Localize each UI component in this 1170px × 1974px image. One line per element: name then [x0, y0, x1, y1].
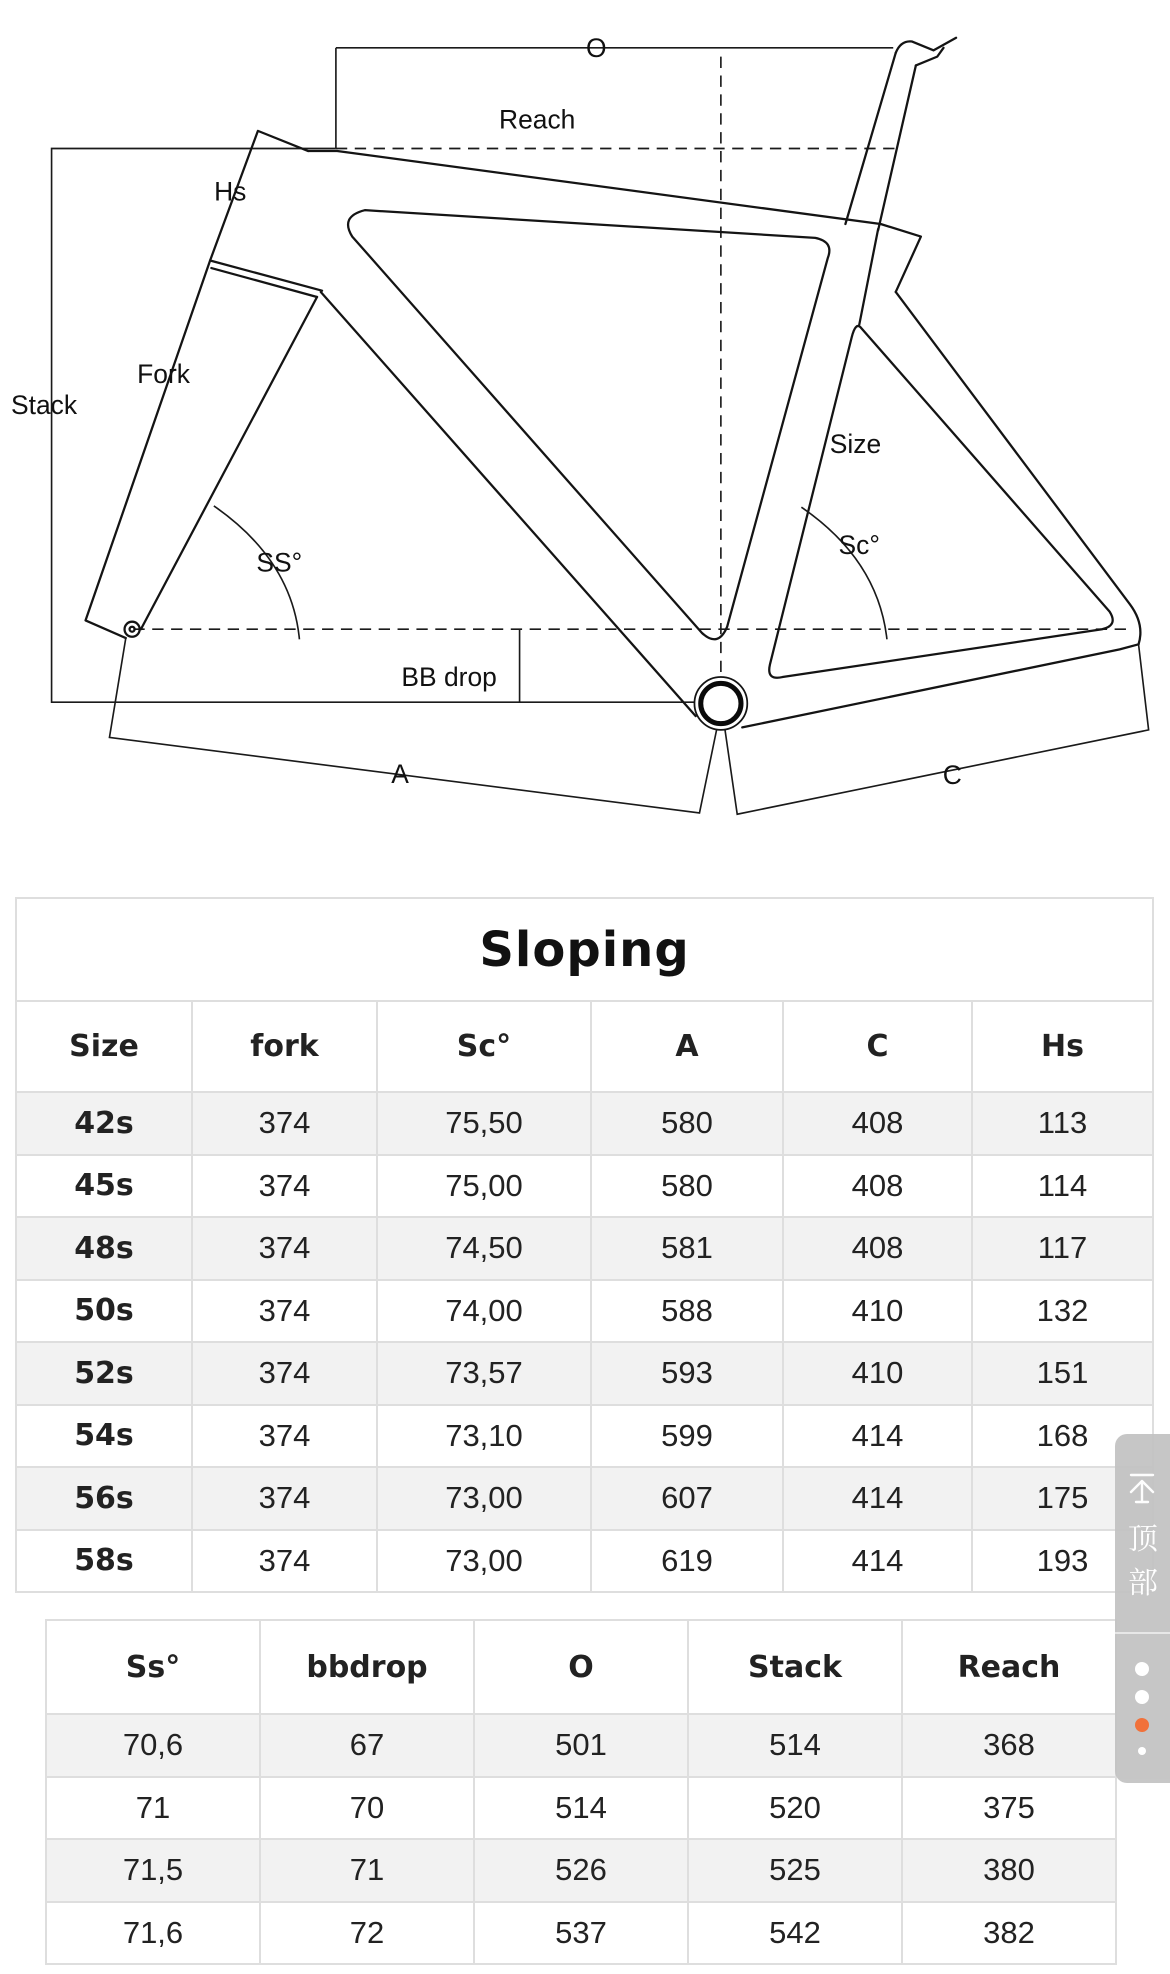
table-cell: 168	[972, 1405, 1153, 1468]
table-cell: 408	[783, 1217, 972, 1280]
sc-angle-label: Sc°	[838, 529, 880, 560]
fork-label: Fork	[137, 358, 190, 389]
column-header-sc-angle: Sc°	[377, 1001, 591, 1092]
toolbar-divider	[1115, 1632, 1170, 1634]
table-cell: 114	[972, 1155, 1153, 1218]
size-label: Size	[829, 429, 882, 460]
column-header-stack: Stack	[688, 1620, 902, 1714]
table-cell: 382	[902, 1902, 1116, 1965]
table-cell: 71	[46, 1777, 260, 1840]
table-cell: 607	[591, 1467, 783, 1530]
table-cell: 501	[474, 1714, 688, 1777]
column-header-hs: Hs	[972, 1001, 1153, 1092]
chain-stay	[742, 644, 1138, 727]
table-cell: 580	[591, 1092, 783, 1155]
table-cell: 374	[192, 1342, 377, 1405]
column-header-fork: fork	[192, 1001, 377, 1092]
table-cell: 74,00	[377, 1280, 591, 1343]
table-cell: 593	[591, 1342, 783, 1405]
table-cell: 414	[783, 1405, 972, 1468]
table-cell: 408	[783, 1155, 972, 1218]
back-to-top-icon	[1127, 1472, 1157, 1504]
table-cell: 599	[591, 1405, 783, 1468]
table-cell: 537	[474, 1902, 688, 1965]
size-cell: 56s	[16, 1467, 192, 1530]
table-cell: 70,6	[46, 1714, 260, 1777]
table-cell: 113	[972, 1092, 1153, 1155]
table-cell: 414	[783, 1467, 972, 1530]
table-cell: 70	[260, 1777, 474, 1840]
table-header-row	[16, 1001, 1153, 1092]
table-title-row	[16, 898, 1153, 1001]
table-cell: 414	[783, 1530, 972, 1593]
saddle-clamp	[896, 38, 956, 66]
table-cell: 380	[902, 1839, 1116, 1902]
table-cell: 73,57	[377, 1342, 591, 1405]
back-to-top-label: 顶部	[1128, 1522, 1158, 1601]
table-row	[16, 1467, 1153, 1530]
table-row	[16, 1092, 1153, 1155]
table-row	[16, 1280, 1153, 1343]
table-title: Sloping	[16, 898, 1153, 1001]
table-row	[46, 1839, 1116, 1902]
table-cell: 410	[783, 1342, 972, 1405]
table-cell: 374	[192, 1530, 377, 1593]
table-cell: 374	[192, 1467, 377, 1530]
floating-side-toolbar	[1115, 1434, 1170, 1783]
table-row	[16, 1155, 1153, 1218]
column-header-bbdrop: bbdrop	[260, 1620, 474, 1714]
table-cell: 514	[474, 1777, 688, 1840]
table-cell: 72	[260, 1902, 474, 1965]
table-cell: 117	[972, 1217, 1153, 1280]
size-cell: 45s	[16, 1155, 192, 1218]
ss-angle-label: SS°	[256, 547, 303, 578]
column-header-a: A	[591, 1001, 783, 1092]
table-cell: 74,50	[377, 1217, 591, 1280]
table-cell: 71	[260, 1839, 474, 1902]
table-cell: 374	[192, 1217, 377, 1280]
table-cell: 410	[783, 1280, 972, 1343]
table-cell: 374	[192, 1155, 377, 1218]
size-cell: 48s	[16, 1217, 192, 1280]
table-cell: 526	[474, 1839, 688, 1902]
table-cell: 408	[783, 1092, 972, 1155]
table-cell: 67	[260, 1714, 474, 1777]
page-indicator-dot-small[interactable]	[1138, 1747, 1146, 1755]
table-cell: 132	[972, 1280, 1153, 1343]
table-cell: 73,10	[377, 1405, 591, 1468]
geometry-table	[45, 1619, 1117, 1965]
table-cell: 514	[688, 1714, 902, 1777]
table-row	[16, 1342, 1153, 1405]
bb-drop-label: BB drop	[401, 662, 497, 693]
table-cell: 151	[972, 1342, 1153, 1405]
table-cell: 71,6	[46, 1902, 260, 1965]
size-cell: 54s	[16, 1405, 192, 1468]
page-indicator-dot[interactable]	[1135, 1662, 1149, 1676]
table-cell: 374	[192, 1092, 377, 1155]
table-cell: 520	[688, 1777, 902, 1840]
a-label: A	[391, 758, 409, 789]
page-indicator-dot[interactable]	[1135, 1690, 1149, 1704]
column-header-reach: Reach	[902, 1620, 1116, 1714]
front-triangle-inner	[348, 210, 829, 639]
seat-cluster	[859, 224, 921, 325]
table-cell: 75,00	[377, 1155, 591, 1218]
size-cell: 58s	[16, 1530, 192, 1593]
table-row	[46, 1902, 1116, 1965]
sc-angle-arc	[801, 507, 887, 639]
table-cell: 375	[902, 1777, 1116, 1840]
table-cell: 619	[591, 1530, 783, 1593]
c-dimension-line	[725, 644, 1149, 814]
table-row	[16, 1217, 1153, 1280]
reach-label: Reach	[499, 104, 576, 135]
rear-triangle-inner	[769, 326, 1112, 678]
stack-dimension-line	[52, 148, 699, 702]
o-dimension-line	[336, 48, 893, 149]
o-label: O	[586, 32, 607, 63]
table-row	[46, 1777, 1116, 1840]
bottom-bracket	[701, 683, 741, 723]
table-cell: 580	[591, 1155, 783, 1218]
seat-stay	[896, 292, 1141, 644]
column-header-c: C	[783, 1001, 972, 1092]
size-cell: 42s	[16, 1092, 192, 1155]
table-cell: 581	[591, 1217, 783, 1280]
column-header-ss-angle: Ss°	[46, 1620, 260, 1714]
column-header-size: Size	[16, 1001, 192, 1092]
frame-geometry-diagram	[0, 0, 1170, 818]
table-cell: 374	[192, 1405, 377, 1468]
fork-crown	[210, 261, 322, 297]
table-cell: 175	[972, 1467, 1153, 1530]
down-tube	[321, 292, 696, 716]
table-cell: 542	[688, 1902, 902, 1965]
size-cell: 50s	[16, 1280, 192, 1343]
sloping-table	[15, 897, 1154, 1593]
column-header-o: O	[474, 1620, 688, 1714]
table-cell: 73,00	[377, 1530, 591, 1593]
page-indicator-dot-active[interactable]	[1135, 1718, 1149, 1732]
table-cell: 75,50	[377, 1092, 591, 1155]
stack-label: Stack	[11, 390, 78, 421]
table-row	[46, 1714, 1116, 1777]
table-cell: 368	[902, 1714, 1116, 1777]
table-cell: 193	[972, 1530, 1153, 1593]
table-row	[16, 1405, 1153, 1468]
table-cell: 588	[591, 1280, 783, 1343]
seatpost	[845, 53, 915, 230]
front-dropout-axle	[130, 627, 135, 632]
table-cell: 374	[192, 1280, 377, 1343]
table-cell: 525	[688, 1839, 902, 1902]
table-cell: 71,5	[46, 1839, 260, 1902]
hs-label: Hs	[214, 176, 247, 207]
size-cell: 52s	[16, 1342, 192, 1405]
table-row	[16, 1530, 1153, 1593]
back-to-top-button[interactable]	[1115, 1434, 1170, 1632]
c-label: C	[942, 760, 962, 791]
table-header-row	[46, 1620, 1116, 1714]
table-cell: 73,00	[377, 1467, 591, 1530]
